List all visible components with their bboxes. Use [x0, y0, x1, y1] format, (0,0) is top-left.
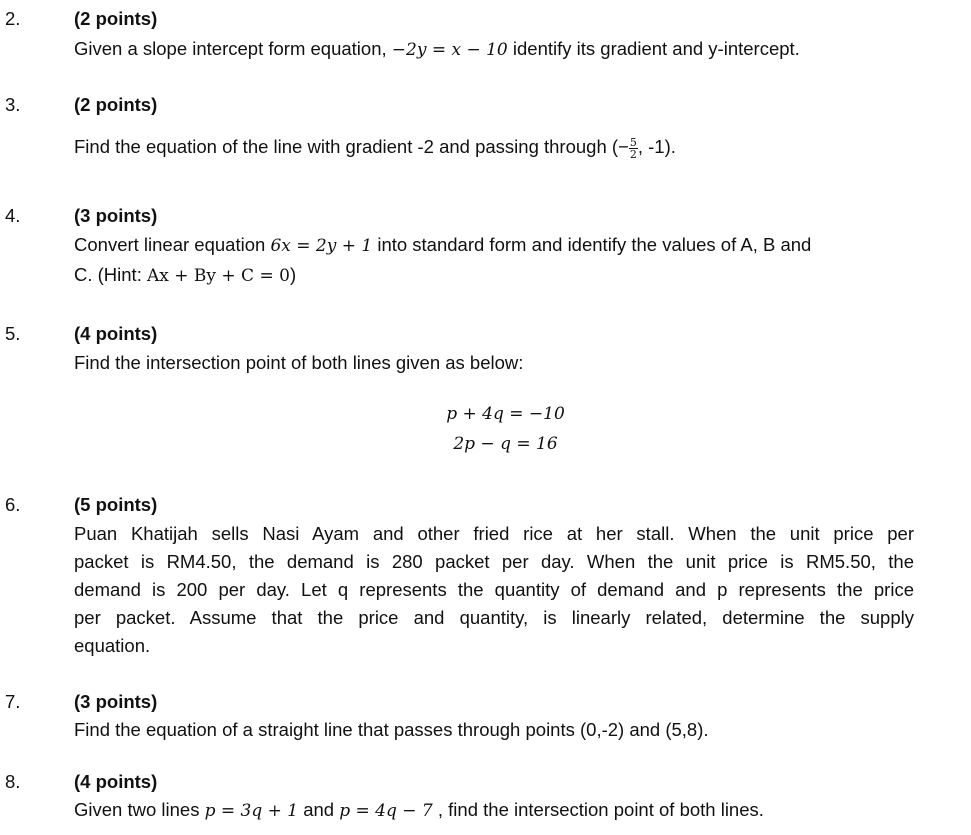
text: )	[289, 264, 297, 285]
fraction	[629, 137, 638, 160]
question-points: (5 points)	[74, 494, 158, 515]
text: into standard form and identify the values of A, B and	[372, 234, 812, 255]
math-equation-1: p = 3q + 1	[204, 801, 299, 821]
equation-1: p + 4q = −10	[446, 404, 565, 424]
question-text-line: equation.	[74, 635, 151, 656]
text: Find the equation of the line with gradient -2 and passing through (−	[74, 136, 629, 157]
question-text	[74, 38, 800, 60]
question-number: 7.	[5, 691, 21, 712]
question-points: (3 points)	[74, 691, 158, 712]
math-equation: 6x = 2y + 1	[270, 236, 373, 256]
math-equation-2: p = 4q − 7	[339, 801, 433, 821]
question-number: 5.	[5, 323, 21, 344]
question-text-line: per packet. Assume that the price and quantity, is linearly related, determine the supply	[74, 607, 914, 628]
question-text	[74, 234, 811, 256]
question-number: 6.	[5, 494, 21, 515]
question-text-line-2	[74, 264, 296, 286]
text: C. (Hint:	[74, 264, 147, 285]
question-points: (2 points)	[74, 8, 158, 29]
question-text-line: Puan Khatijah sells Nasi Ayam and other fried rice at her stall. When the unit price per	[74, 523, 914, 544]
question-number: 4.	[5, 205, 21, 226]
question-number: 2.	[5, 8, 21, 29]
question-text-line: packet is RM4.50, the demand is 280 packet per day. When the unit price is RM5.50, the	[74, 551, 914, 572]
question-text	[74, 799, 764, 821]
numerator: 5	[629, 135, 637, 149]
question-text: Find the intersection point of both lines given as below:	[74, 352, 524, 373]
math-equation: −2y = x − 10	[391, 40, 508, 60]
text: , -1).	[637, 136, 676, 157]
question-points: (4 points)	[74, 771, 158, 792]
question-text-line: demand is 200 per day. Let q represents the quantity of demand and p represents the price	[74, 579, 914, 600]
question-number: 3.	[5, 94, 21, 115]
denominator: 2	[629, 147, 637, 161]
question-text: Find the equation of a straight line that passes through points (0,-2) and (5,8).	[74, 719, 709, 740]
question-points: (3 points)	[74, 205, 158, 226]
hint-equation: Ax + By + C = 0	[146, 266, 290, 286]
text: identify its gradient and y-intercept.	[507, 38, 800, 59]
question-points: (4 points)	[74, 323, 158, 344]
text: and	[298, 799, 340, 820]
question-points: (2 points)	[74, 94, 158, 115]
equation-2: 2p − q = 16	[453, 434, 558, 454]
text: Convert linear equation	[74, 234, 271, 255]
text: Given a slope intercept form equation,	[74, 38, 392, 59]
text: , find the intersection point of both lines.	[432, 799, 764, 820]
question-number: 8.	[5, 771, 21, 792]
question-text	[74, 136, 676, 160]
text: Given two lines	[74, 799, 205, 820]
